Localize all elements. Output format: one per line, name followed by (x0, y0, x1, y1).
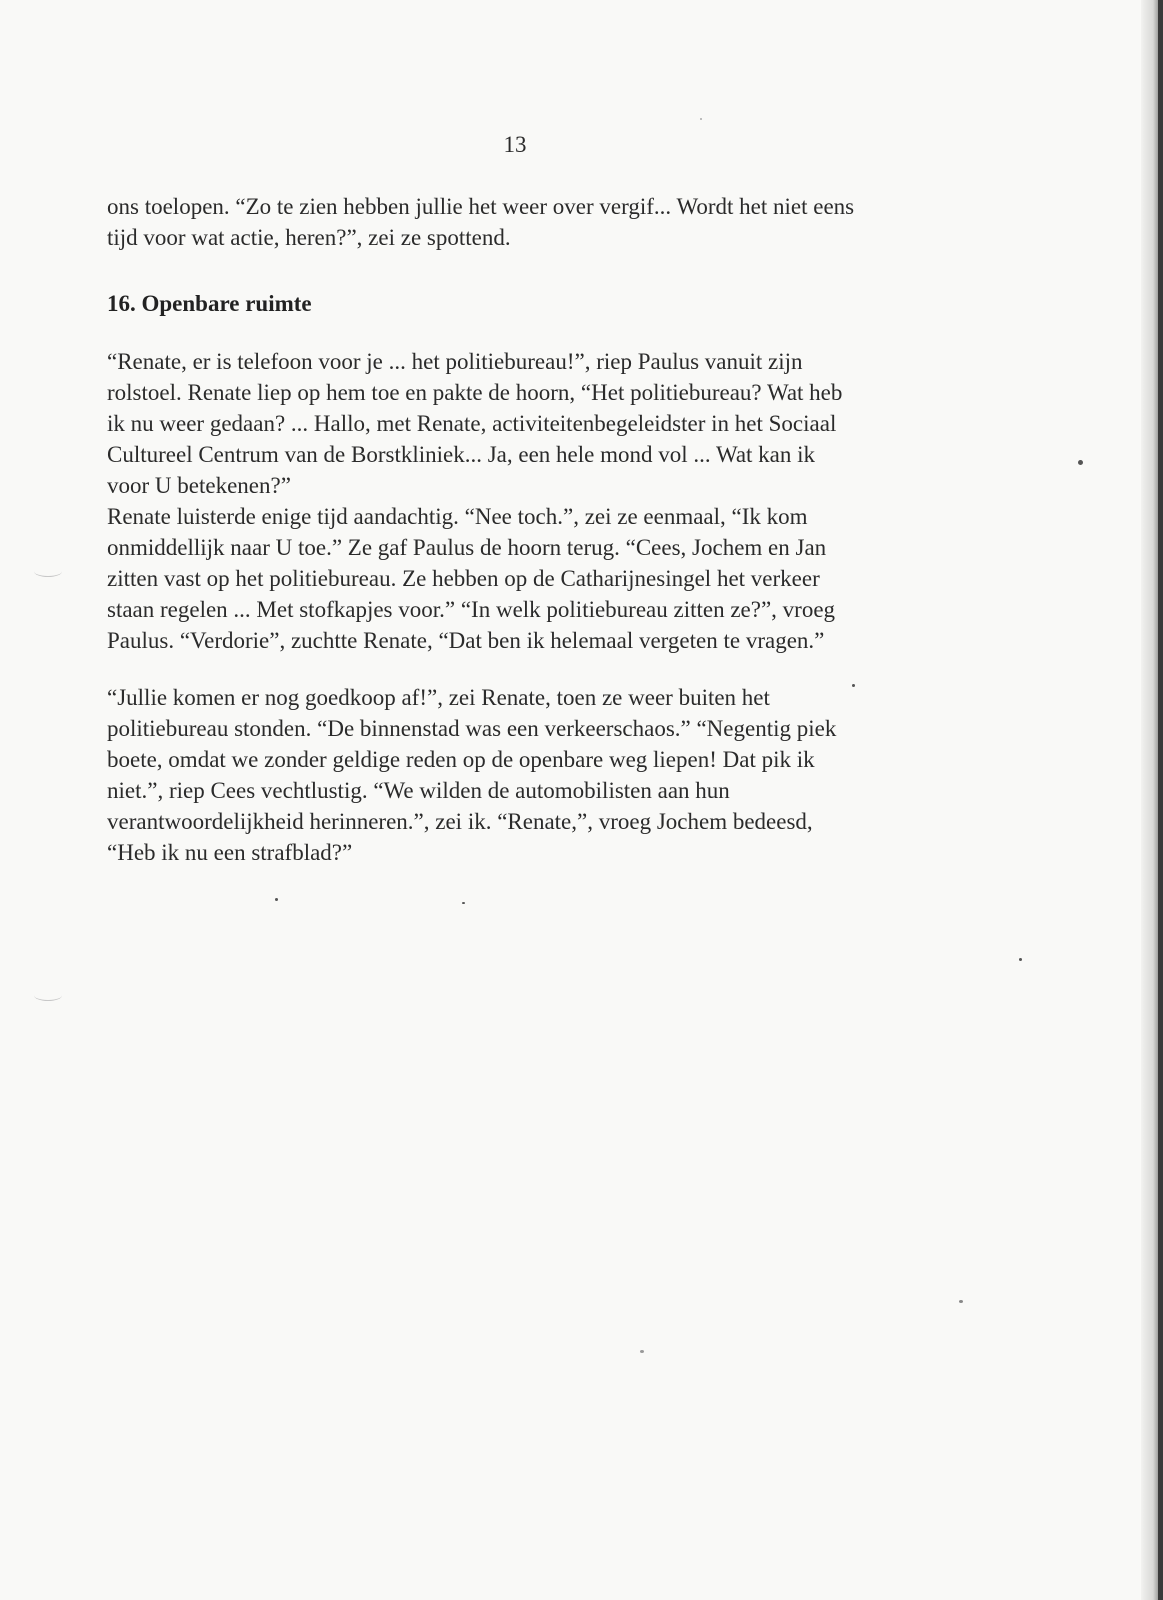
text-line: ons toelopen. “Zo te zien hebben jullie het weer over vergif... Wordt het niet eens (107, 194, 855, 219)
text-line: “Jullie komen er nog goedkoop af!”, zei Renate, toen ze weer buiten het (107, 685, 770, 710)
paragraph-police-station (107, 682, 987, 868)
section-heading: 16. Openbare ruimte (107, 291, 312, 316)
text-line: zitten vast op het politiebureau. Ze hebben op de Catharijnesingel het verkeer (107, 566, 820, 591)
text-line: rolstoel. Renate liep op hem toe en pakte de hoorn, “Het politiebureau? Wat heb (107, 380, 843, 405)
text-line: Paulus. “Verdorie”, zuchtte Renate, “Dat ben ik helemaal vergeten te vragen.” (107, 628, 825, 653)
paragraph-telephone (107, 346, 987, 656)
text-line: ik nu weer gedaan? ... Hallo, met Renate, activiteitenbegeleidster in het Sociaal (107, 411, 837, 436)
text-line: staan regelen ... Met stofkapjes voor.” “In welk politiebureau zitten ze?”, vroeg (107, 597, 836, 622)
scan-speck (1019, 958, 1022, 961)
scan-speck (1078, 460, 1083, 465)
punch-hole-mark (34, 566, 62, 577)
text-line: “Heb ik nu een strafblad?” (107, 840, 353, 865)
text-line: tijd voor wat actie, heren?”, zei ze spottend. (107, 225, 511, 250)
page-number: 13 (503, 132, 527, 157)
scan-speck (640, 1350, 644, 1353)
text-line: politiebureau stonden. “De binnenstad was een verkeerschaos.” “Negentig piek (107, 716, 837, 741)
punch-hole-mark (34, 990, 62, 1001)
text-line: verantwoordelijkheid herinneren.”, zei ik. “Renate,”, vroeg Jochem bedeesd, (107, 809, 813, 834)
scan-speck (959, 1300, 963, 1303)
scan-speck (275, 898, 278, 901)
scan-speck (700, 118, 702, 120)
text-line: Renate luisterde enige tijd aandachtig. “Nee toch.”, zei ze eenmaal, “Ik kom (107, 504, 808, 529)
text-line: boete, omdat we zonder geldige reden op de openbare weg liepen! Dat pik ik (107, 747, 815, 772)
scan-speck (462, 902, 465, 904)
text-line: “Renate, er is telefoon voor je ... het politiebureau!”, riep Paulus vanuit zijn (107, 349, 803, 374)
page-edge-dark (1158, 0, 1163, 1600)
text-line: niet.”, riep Cees vechtlustig. “We wilden de automobilisten aan hun (107, 778, 730, 803)
text-line: onmiddellijk naar U toe.” Ze gaf Paulus de hoorn terug. “Cees, Jochem en Jan (107, 535, 827, 560)
text-line: voor U betekenen?” (107, 473, 291, 498)
intro-paragraph (107, 191, 987, 253)
text-line: Cultureel Centrum van de Borstkliniek... Ja, een hele mond vol ... Wat kan ik (107, 442, 816, 467)
